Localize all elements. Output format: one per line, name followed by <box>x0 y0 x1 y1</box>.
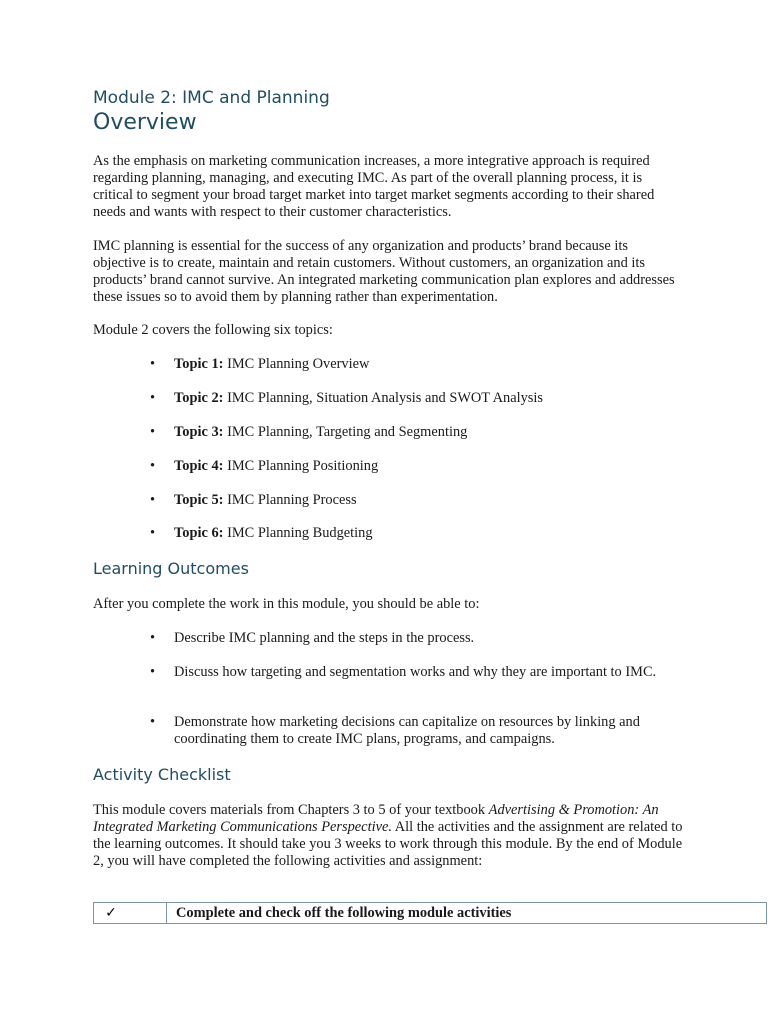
bullet-icon: • <box>150 492 156 508</box>
topic-label: Topic 3: <box>174 424 224 440</box>
topic-item-5 <box>150 492 680 509</box>
bullet-icon: • <box>150 714 156 730</box>
bullet-icon: • <box>150 630 156 646</box>
bullet-icon: • <box>150 424 156 440</box>
topic-text: IMC Planning Budgeting <box>227 525 373 541</box>
module-title: Module 2: IMC and Planning <box>93 88 330 108</box>
checklist-para-after: All the activities and the assignment are related to the learning outcomes. It should take you 3 weeks to work through this module. By the end of Module 2, you will have completed the following activities and assignment: <box>93 819 683 869</box>
activity-checklist-paragraph <box>93 802 683 870</box>
bullet-icon: • <box>150 525 156 541</box>
checklist-para-before: This module covers materials from Chapters 3 to 5 of your textbook <box>93 802 489 818</box>
topic-label: Topic 2: <box>174 390 224 406</box>
topic-item-1 <box>150 356 680 373</box>
outcome-text: Discuss how targeting and segmentation works and why they are important to IMC. <box>174 664 657 680</box>
topics-intro: Module 2 covers the following six topics: <box>93 322 333 338</box>
checkmark-icon: ✓ <box>94 903 167 923</box>
topic-label: Topic 5: <box>174 492 224 508</box>
topic-item-4 <box>150 458 680 475</box>
activity-checklist-table <box>93 902 767 924</box>
topic-item-2 <box>150 390 680 407</box>
learning-outcomes-intro: After you complete the work in this module, you should be able to: <box>93 596 480 612</box>
topic-item-6 <box>150 525 680 542</box>
outcome-item-3 <box>150 714 680 748</box>
topic-item-3 <box>150 424 680 441</box>
checklist-table-header: Complete and check off the following module activities <box>176 904 512 921</box>
learning-outcomes-heading: Learning Outcomes <box>93 559 249 578</box>
topic-text: IMC Planning Process <box>227 492 357 508</box>
bullet-icon: • <box>150 390 156 406</box>
topic-text: IMC Planning, Targeting and Segmenting <box>227 424 468 440</box>
topic-text: IMC Planning, Situation Analysis and SWOT Analysis <box>227 390 544 406</box>
outcome-item-1 <box>150 630 680 647</box>
bullet-icon: • <box>150 356 156 372</box>
topic-label: Topic 6: <box>174 525 224 541</box>
overview-title: Overview <box>93 110 197 135</box>
activity-checklist-heading: Activity Checklist <box>93 765 231 784</box>
topic-label: Topic 1: <box>174 356 224 372</box>
topic-label: Topic 4: <box>174 458 224 474</box>
textbook-title: Advertising & Promotion: An Integrated Marketing Communications Perspective. <box>93 802 659 835</box>
outcome-item-2 <box>150 664 680 681</box>
bullet-icon: • <box>150 458 156 474</box>
outcome-text: Demonstrate how marketing decisions can capitalize on resources by linking and coordinating them to create IMC plans, programs, and campaigns. <box>174 714 640 747</box>
overview-paragraph-2: IMC planning is essential for the success of any organization and products’ brand because its objective is to create, maintain and retain customers. Without customers, an organization and its products’ brand cannot survive. An integrated marketing communication plan explores and addresses these issues so to avoid them by planning rather than experimentation. <box>93 238 675 305</box>
bullet-icon: • <box>150 664 156 680</box>
topic-text: IMC Planning Overview <box>227 356 370 372</box>
overview-paragraph-1: As the emphasis on marketing communication increases, a more integrative approach is required regarding planning, managing, and executing IMC. As part of the overall planning process, it is critical to segment your broad target market into target market segments according to their shared needs and wants with respect to their customer characteristics. <box>93 153 655 220</box>
outcome-text: Describe IMC planning and the steps in the process. <box>174 630 475 646</box>
topic-text: IMC Planning Positioning <box>227 458 379 474</box>
